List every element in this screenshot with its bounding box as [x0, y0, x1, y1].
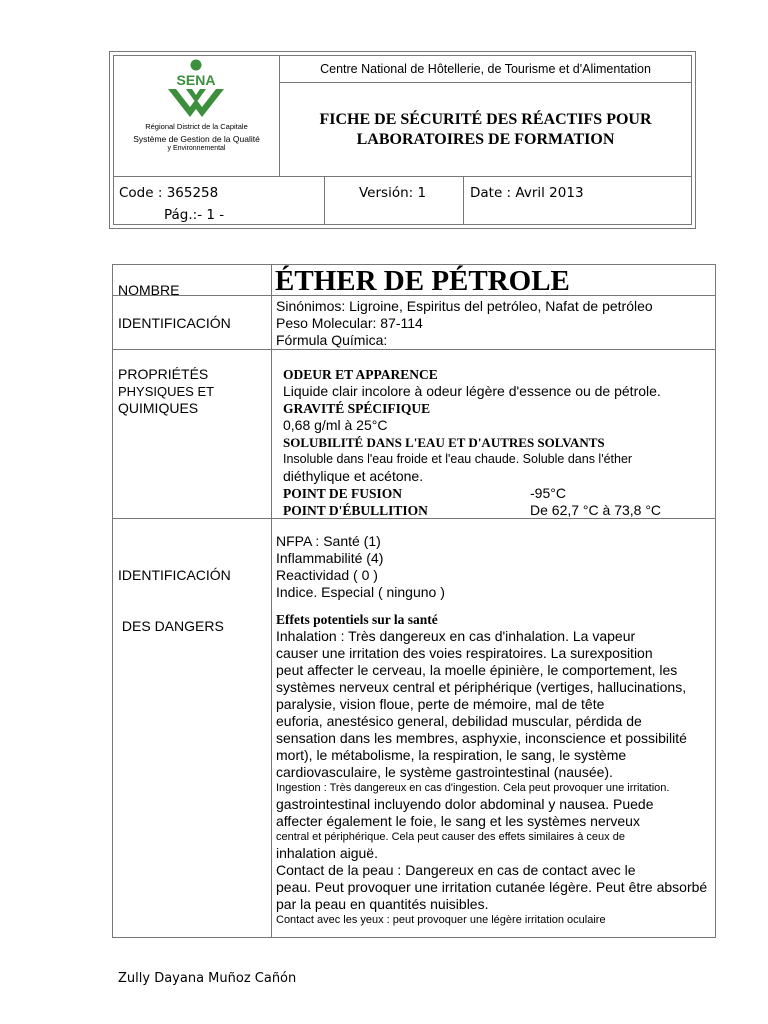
properties-label-line1: PROPRIÉTÉS [118, 366, 209, 382]
effects-line: central et périphérique. Cela peut causer des effets similaires à ceux de [276, 831, 625, 843]
document-header [109, 51, 696, 229]
dangers-label-line1: IDENTIFICACIÓN [118, 567, 231, 583]
document-title-line2: LABORATOIRES DE FORMATION [356, 130, 615, 148]
effects-line: peau. Peut provoquer une irritation cutanée légère. Peut être absorbé [276, 879, 708, 895]
author-signature: Zully Dayana Muñoz Cañón [118, 971, 297, 986]
properties-label-line3: QUIMIQUES [118, 400, 199, 416]
gravite-text: 0,68 g/ml à 25°C [283, 417, 388, 433]
effects-line: gastrointestinal incluyendo dolor abdominal y nausea. Puede [276, 796, 654, 812]
effects-line: Ingestion : Très dangereux en cas d'ingestion. Cela peut provoquer une irritation. [276, 782, 670, 794]
effects-line: mort), le métabolisme, la respiration, le sang, le système [276, 747, 627, 763]
ebullition-row [283, 502, 711, 519]
effects-line: paralysie, vision floue, perte de mémoire, mal de tête [276, 696, 605, 712]
product-name: ÉTHER DE PÉTROLE [275, 265, 570, 297]
properties-label-line2: PHYSIQUES ET [118, 384, 215, 399]
version-cell [325, 177, 464, 224]
solubility-text-line2: diéthylique et acétone. [283, 468, 424, 484]
regional-label: Régional District de la Capitale [145, 122, 248, 131]
code-cell [114, 177, 325, 224]
chemical-formula-line: Fórmula Química: [276, 332, 388, 348]
identificacion-label: IDENTIFICACIÓN [118, 315, 231, 331]
document-title-line1: FICHE DE SÉCURITÉ DES RÉACTIFS POUR [319, 110, 652, 128]
column-divider [271, 265, 272, 937]
effects-line: par la peau en quantités nuisibles. [276, 896, 489, 912]
date-cell [464, 177, 691, 224]
safety-data-table [112, 264, 716, 938]
nfpa-line: NFPA : Santé (1) [276, 533, 381, 549]
meta-row [114, 176, 691, 224]
synonyms-line: Sinónimos: Ligroine, Espiritus del petróleo, Nafat de petróleo [276, 298, 653, 314]
effects-line: euforia, anestésico general, debilidad muscular, pérdida de [276, 713, 642, 729]
odeur-heading: ODEUR ET APPARENCE [283, 367, 438, 382]
system-label-line2: y Environnemental [167, 145, 226, 152]
dangers-content [276, 533, 711, 928]
row-divider [113, 349, 715, 350]
system-label-line1: Système de Gestion de la Qualité [133, 134, 260, 144]
effects-line: Contact avec les yeux : peut provoquer une légère irritation oculaire [276, 914, 606, 926]
fusion-label: POINT DE FUSION [283, 486, 403, 501]
molecular-weight-line: Peso Molecular: 87-114 [276, 315, 423, 331]
dangers-label-line2: DES DANGERS [118, 618, 224, 634]
effects-line: systèmes nerveux central et périphérique (vertiges, hallucinations, [276, 679, 687, 695]
header-frame [113, 55, 692, 225]
ebullition-label: POINT D'ÉBULLITION [283, 503, 428, 518]
fusion-row [283, 485, 711, 502]
effects-line: peut affecter le cerveau, la moelle épinière, le comportement, les [276, 662, 678, 678]
solubility-text-line1: Insoluble dans l'eau froide et l'eau chaude. Soluble dans l'éther [283, 452, 633, 466]
effects-line: inhalation aiguë. [276, 845, 378, 861]
centre-name: Centre National de Hôtellerie, de Tourisme et d'Alimentation [280, 56, 691, 83]
effects-line: sensation dans les membres, asphyxie, inconscience et possibilité [276, 730, 687, 746]
effects-line: Contact de la peau : Dangereux en cas de contact avec le [276, 862, 636, 878]
odeur-text: Liquide clair incolore à odeur légère d'essence ou de pétrole. [283, 383, 661, 399]
solubility-heading: SOLUBILITÉ DANS L'EAU ET D'AUTRES SOLVANTS [283, 435, 605, 450]
properties-label [118, 366, 214, 417]
ebullition-value: De 62,7 °C à 73,8 °C [530, 502, 662, 518]
fusion-value: -95°C [530, 485, 566, 501]
nombre-label: NOMBRE [118, 282, 180, 298]
gravite-heading: GRAVITÉ SPÉCIFIQUE [283, 401, 431, 416]
nfpa-line: Reactividad ( 0 ) [276, 567, 378, 583]
logo-cell [114, 56, 280, 176]
date-label: Date : Avril 2013 [470, 185, 584, 201]
document-title [280, 83, 691, 176]
version-label: Versión: 1 [359, 185, 427, 201]
effects-line: causer une irritation des voies respiratoires. La surexposition [276, 645, 653, 661]
sena-logo-icon [164, 59, 228, 121]
logo-wordmark: SENA [176, 72, 216, 88]
page-label: Pág.:- 1 - [164, 207, 225, 223]
effects-line: affecter également le foie, le sang et les systèmes nerveux [276, 813, 640, 829]
code-label: Code : 365258 [119, 185, 219, 201]
effects-line: Inhalation : Très dangereux en cas d'inhalation. La vapeur [276, 628, 636, 644]
effects-line: cardiovasculaire, le système gastrointestinal (nausée). [276, 764, 613, 780]
nfpa-line: Inflammabilité (4) [276, 550, 384, 566]
properties-content [283, 366, 711, 519]
effects-heading: Effets potentiels sur la santé [276, 612, 438, 627]
nfpa-line: Indice. Especial ( ninguno ) [276, 584, 445, 600]
identificacion-content [276, 298, 711, 349]
effects-list [276, 628, 711, 928]
dangers-label [118, 533, 231, 669]
